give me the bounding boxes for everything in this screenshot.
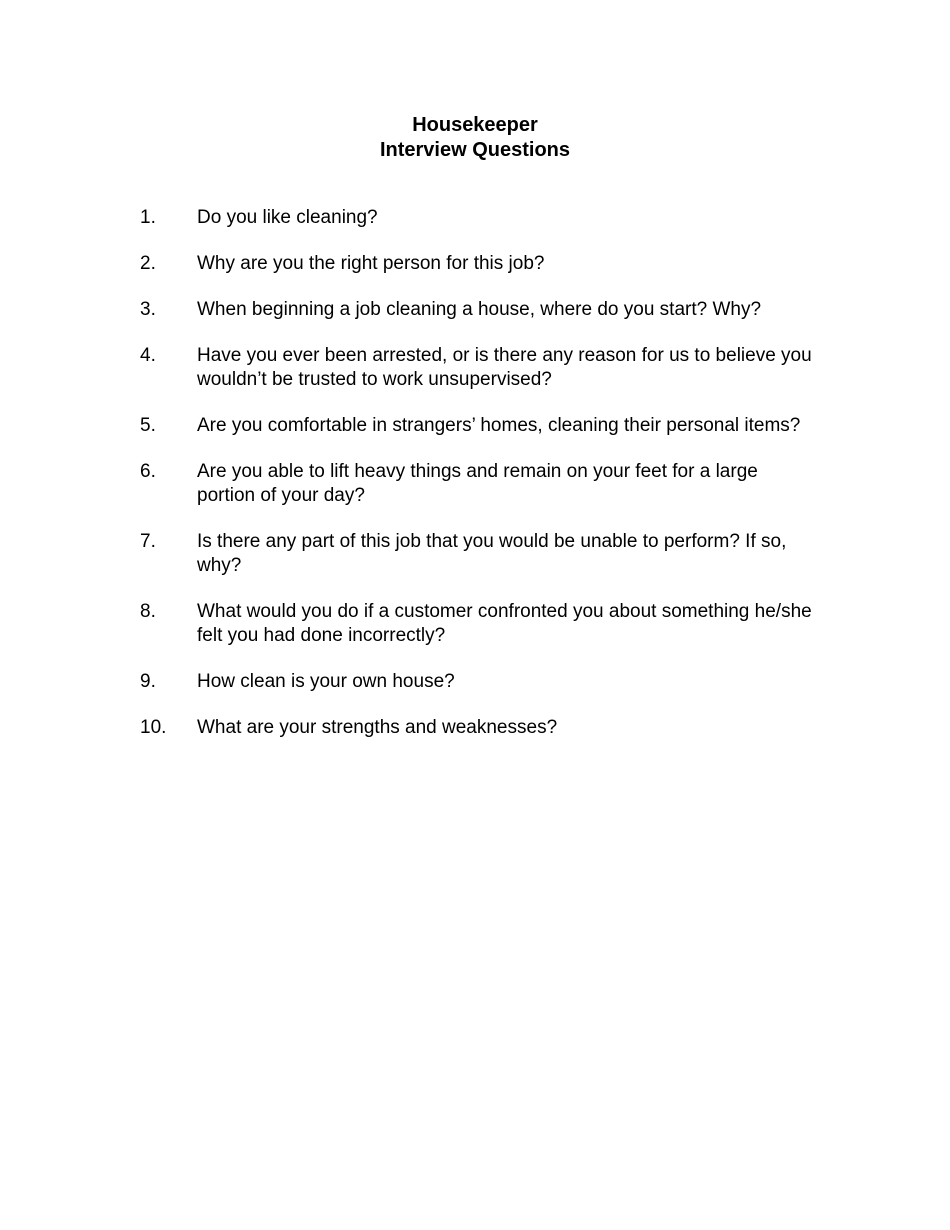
question-number: 6. (140, 461, 156, 482)
title-line-1: Housekeeper (412, 114, 538, 136)
title-line-2: Interview Questions (379, 139, 571, 161)
question-item-5 (140, 414, 820, 438)
question-item-2 (140, 252, 820, 276)
question-item-10 (140, 716, 820, 740)
question-text: What would you do if a customer confronted you about something he/she felt you had done incorrectly? (197, 601, 812, 646)
document-title (0, 113, 950, 163)
question-number: 4. (140, 345, 156, 366)
question-number: 2. (140, 253, 156, 274)
question-number: 3. (140, 299, 156, 320)
question-number: 5. (140, 415, 156, 436)
question-text: What are your strengths and weaknesses? (197, 717, 558, 738)
question-text: Are you able to lift heavy things and remain on your feet for a large portion of your day? (197, 461, 758, 506)
question-number: 7. (140, 531, 156, 552)
question-item-3 (140, 298, 820, 322)
question-item-7 (140, 530, 820, 578)
question-item-8 (140, 600, 820, 648)
question-text: Why are you the right person for this job? (197, 253, 545, 274)
question-text: Are you comfortable in strangers’ homes, cleaning their personal items? (197, 415, 801, 436)
question-number: 10. (140, 717, 167, 738)
question-list (140, 206, 820, 762)
question-text: Is there any part of this job that you would be unable to perform? If so, why? (197, 531, 787, 576)
question-number: 8. (140, 601, 156, 622)
question-item-4 (140, 344, 820, 392)
question-number: 1. (140, 207, 156, 228)
question-item-6 (140, 460, 820, 508)
question-text: Do you like cleaning? (197, 207, 378, 228)
question-item-9 (140, 670, 820, 694)
question-text: When beginning a job cleaning a house, where do you start? Why? (197, 299, 762, 320)
question-text: How clean is your own house? (197, 671, 455, 692)
question-text: Have you ever been arrested, or is there any reason for us to believe you wouldn’t be trusted to work unsupervised? (197, 345, 812, 390)
question-item-1 (140, 206, 820, 230)
question-number: 9. (140, 671, 156, 692)
